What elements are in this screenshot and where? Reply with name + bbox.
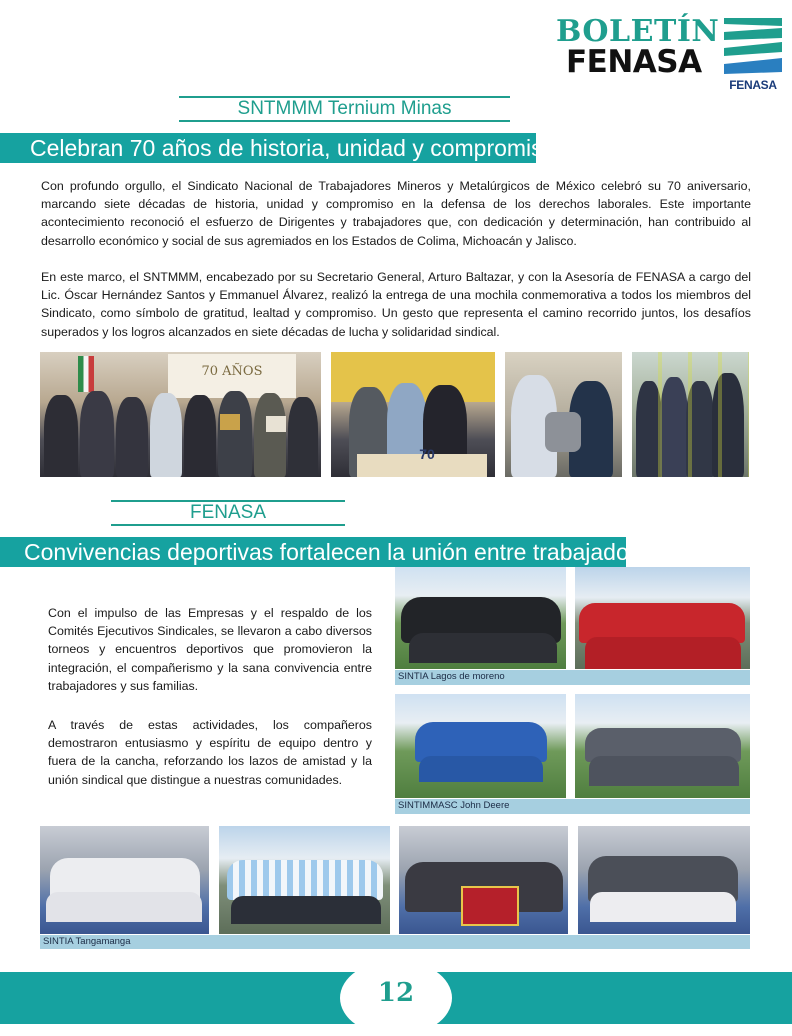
photo-team-john-deere-1 [395,694,566,798]
section2-paragraph-2: A través de estas actividades, los compañeros demostraron entusiasmo y espíritu de equipo dentro y fuera de la cancha, reforzando los lazos de amistad y la unión sindical que distingue a nuestras comunidades. [48,718,372,787]
photo-award-ceremony [40,352,321,477]
logo-fenasa-text: FENASA [566,44,702,80]
caption-sintimmasc-john-deere: SINTIMMASC John Deere [395,799,750,814]
section-title-convivencias: Convivencias deportivas fortalecen la unión entre trabajadores [0,537,626,567]
logo-boletin-text: BOLETÍN [556,14,720,49]
section1-paragraph-1: Con profundo orgullo, el Sindicato Nacional de Trabajadores Mineros y Metalúrgicos de México celebró su 70 aniversario, marcando siete décadas de historia, unidad y compromiso en la defensa de los derechos laborales. Este importante acontecimiento reconoció el esfuerzo de Dirigentes y trabajadores que, con dedicación y determinación, han contribuido al desarrollo económico y social de sus agremiados en los Estados de Colima, Michoacán y Jalisco. [41,179,751,248]
photo-team-lagos-2 [575,567,750,669]
section-label-sntmmm: SNTMMM Ternium Minas [179,96,510,122]
caption-sintia-lagos: SINTIA Lagos de moreno [395,670,750,685]
banner-70-anos-text: 70 AÑOS [201,364,263,379]
section1-paragraph-2: En este marco, el SNTMMM, encabezado por su Secretario General, Arturo Baltazar, y con la Asesoría de FENASA a cargo del Lic. Óscar Hernández Santos y Emmanuel Álvarez, realizó la entrega de una mochila conmemorativa a todos los miembros del Sindicato, como símbolo de gratitud, lealtad y compromiso. Un gesto que representa el camino recorrido juntos, los desafíos superados y los logros alcanzados en siete décadas de lucha y solidaridad sindical. [41,270,751,339]
caption-sintia-tangamanga: SINTIA Tangamanga [40,935,750,949]
photo-cake-ceremony [331,352,495,477]
page-number: 12 [377,978,415,1008]
photo-team-john-deere-2 [575,694,750,798]
cake-70-text: 70 [419,446,435,462]
photo-team-tangamanga-3 [399,826,568,934]
section-label-fenasa: FENASA [111,500,345,526]
logo-mark-label: FENASA [729,78,777,92]
photo-team-tangamanga-1 [40,826,209,934]
photo-team-tangamanga-4 [578,826,750,934]
section-title-70-anos: Celebran 70 años de historia, unidad y compromiso [0,133,536,163]
section2-paragraph-1: Con el impulso de las Empresas y el respaldo de los Comités Ejecutivos Sindicales, se llevaron a cabo diversos torneos y encuentros deportivos que promovieron la integración, el compañerismo y la sana convivencia entre trabajadores y sus familias. [48,606,372,693]
photo-team-tangamanga-2 [219,826,390,934]
photo-team-lagos-1 [395,567,566,669]
photo-backpack-delivery-2 [632,352,749,477]
photo-backpack-delivery-1 [505,352,622,477]
